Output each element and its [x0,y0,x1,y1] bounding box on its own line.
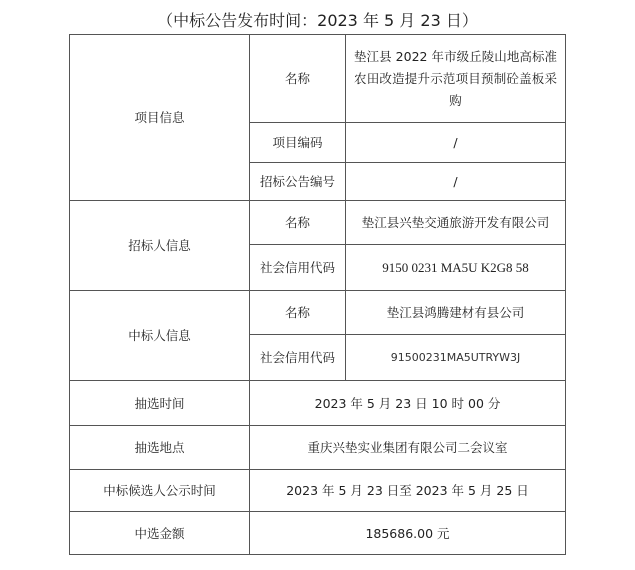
tenderer-credit-value: 9150 0231 MA5U K2G8 58 [346,245,566,291]
project-code-value: / [346,123,566,163]
tenderer-section-label: 招标人信息 [70,201,250,291]
table-row [70,426,566,470]
publicity-label: 中标候选人公示时间 [70,470,250,512]
table-row [70,470,566,512]
draw-time-value: 2023 年 5 月 23 日 10 时 00 分 [250,381,566,426]
draw-time-label: 抽选时间 [70,381,250,426]
tenderer-name-value: 垫江县兴垫交通旅游开发有限公司 [346,201,566,245]
winner-credit-label: 社会信用代码 [250,335,346,381]
amount-label: 中选金额 [70,512,250,555]
tenderer-credit-label: 社会信用代码 [250,245,346,291]
draw-place-label: 抽选地点 [70,426,250,470]
winner-section-label: 中标人信息 [70,291,250,381]
winner-name-label: 名称 [250,291,346,335]
announcement-heading: （中标公告发布时间：2023 年 5 月 23 日） [157,11,478,30]
project-notice-label: 招标公告编号 [250,163,346,201]
table-row [70,201,566,245]
winner-name-value: 垫江县鸿腾建材有县公司 [346,291,566,335]
table-row [70,381,566,426]
winner-credit-value: 91500231MA5UTRYW3J [346,335,566,381]
table-row [70,35,566,123]
award-info-table [69,34,566,555]
project-name-value: 垫江县 2022 年市级丘陵山地高标准农田改造提升示范项目预制砼盖板采购 [346,35,566,123]
project-section-label: 项目信息 [70,35,250,201]
tenderer-name-label: 名称 [250,201,346,245]
draw-place-value: 重庆兴垫实业集团有限公司二会议室 [250,426,566,470]
project-code-label: 项目编码 [250,123,346,163]
amount-value: 185686.00 元 [250,512,566,555]
table-row [70,291,566,335]
table-row [70,512,566,555]
publicity-value: 2023 年 5 月 23 日至 2023 年 5 月 25 日 [250,470,566,512]
project-name-label: 名称 [250,35,346,123]
project-notice-value: / [346,163,566,201]
